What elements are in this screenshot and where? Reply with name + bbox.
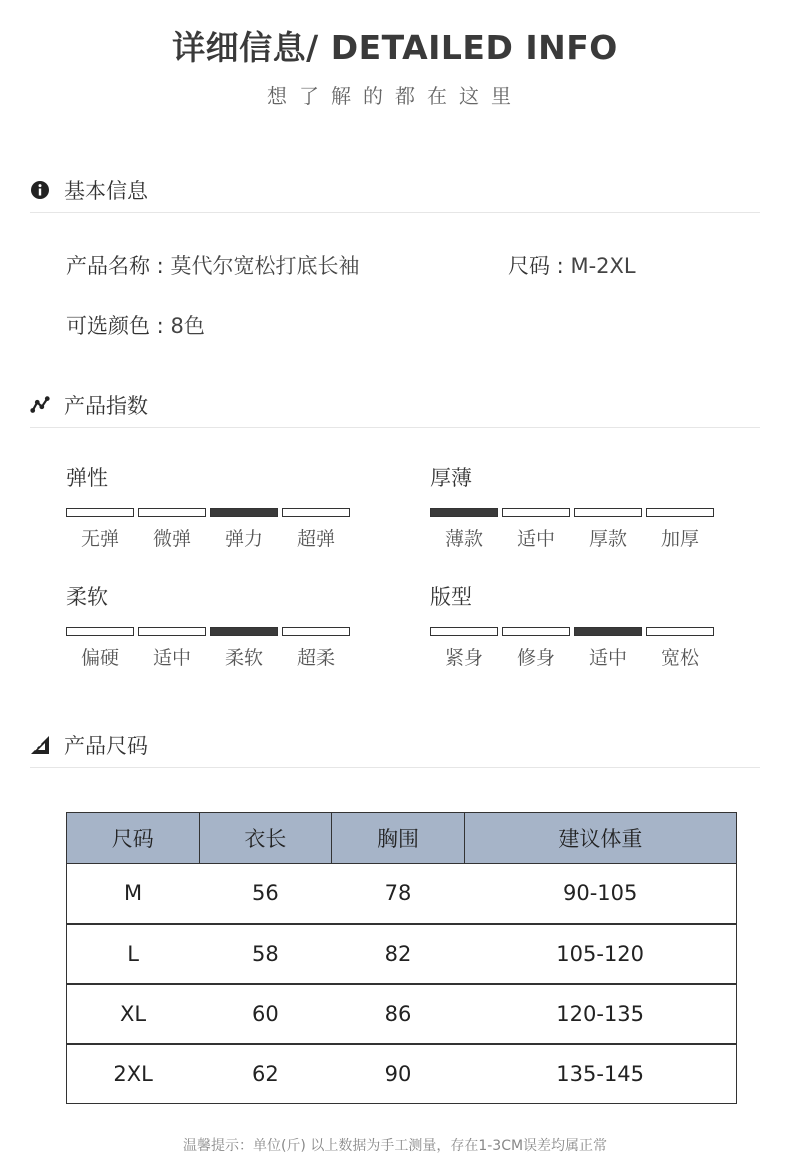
metric-bar (138, 508, 206, 517)
metric-bars (430, 508, 720, 517)
metric-bar (66, 508, 134, 517)
line-chart-icon (30, 395, 50, 415)
size-range-key: 尺码 : (508, 254, 564, 278)
color-value: 8色 (170, 314, 205, 338)
table-row (67, 1044, 737, 1104)
table-cell: 56 (199, 864, 332, 924)
metric-bar (430, 508, 498, 517)
metric-bar (138, 627, 206, 636)
page-subtitle: 想了解的都在这里 (267, 84, 523, 108)
table-cell: 62 (199, 1044, 332, 1104)
metric-bar (282, 508, 350, 517)
metric-option: 适中 (588, 647, 627, 669)
metric-bar (646, 508, 714, 517)
column-header: 尺码 (67, 813, 200, 864)
metric-option: 紧身 (444, 647, 483, 669)
metric-option: 修身 (516, 647, 555, 669)
column-header: 建议体重 (464, 813, 736, 864)
table-row (67, 924, 737, 984)
page-title: 详细信息/ DETAILED INFO (172, 28, 618, 67)
size-range-value: M-2XL (570, 254, 636, 278)
metric-bar (502, 508, 570, 517)
table-cell: 86 (332, 984, 465, 1044)
metric-option: 适中 (152, 647, 191, 669)
table-cell: XL (67, 984, 200, 1044)
size-table (66, 812, 737, 1104)
metric-bar (646, 627, 714, 636)
table-cell: 78 (332, 864, 465, 924)
table-header-row (67, 813, 737, 864)
product-name-row (66, 250, 359, 280)
color-row (66, 310, 205, 340)
color-key: 可选颜色 : (66, 314, 164, 338)
product-name-key: 产品名称 : (66, 254, 164, 278)
section-title: 产品指数 (64, 393, 148, 418)
table-cell: 60 (199, 984, 332, 1044)
section-product-index (30, 382, 760, 428)
metric-thickness (430, 462, 720, 551)
metric-option: 弹力 (224, 528, 263, 550)
metric-option: 柔软 (224, 647, 263, 669)
section-basic-info (30, 167, 760, 213)
metric-label: 弹性 (66, 466, 108, 490)
metric-fit (430, 581, 720, 670)
table-cell: 2XL (67, 1044, 200, 1104)
metric-option: 超弹 (296, 528, 335, 550)
section-title: 基本信息 (64, 178, 148, 203)
metric-option: 厚款 (588, 528, 627, 550)
metric-bars (66, 508, 356, 517)
metric-bars (66, 627, 356, 636)
column-header: 胸围 (332, 813, 465, 864)
metric-option: 无弹 (80, 528, 119, 550)
table-cell: 105-120 (464, 924, 736, 984)
column-header: 衣长 (199, 813, 332, 864)
metric-bar (210, 508, 278, 517)
metric-bar (210, 627, 278, 636)
table-row (67, 984, 737, 1044)
metric-bar (430, 627, 498, 636)
table-cell: L (67, 924, 200, 984)
ruler-icon (30, 735, 50, 755)
metric-option: 加厚 (660, 528, 699, 550)
info-icon (30, 180, 50, 200)
section-product-size (30, 722, 760, 768)
metric-bar (574, 508, 642, 517)
table-cell: 135-145 (464, 1044, 736, 1104)
metric-option: 宽松 (660, 647, 699, 669)
metric-option: 适中 (516, 528, 555, 550)
metric-option: 偏硬 (80, 647, 119, 669)
metric-option: 微弹 (152, 528, 191, 550)
table-cell: 90-105 (464, 864, 736, 924)
metric-label: 柔软 (66, 585, 108, 609)
table-row (67, 864, 737, 924)
metric-bar (502, 627, 570, 636)
section-title: 产品尺码 (64, 733, 148, 758)
metric-elasticity (66, 462, 356, 551)
footnote: 温馨提示：单位(斤) 以上数据为手工测量，存在1-3CM误差均属正常 (182, 1138, 608, 1154)
table-cell: 120-135 (464, 984, 736, 1044)
table-cell: 90 (332, 1044, 465, 1104)
size-range-row (508, 250, 636, 280)
metric-bar (574, 627, 642, 636)
metric-option: 超柔 (296, 647, 335, 669)
metric-bars (430, 627, 720, 636)
metric-softness (66, 581, 356, 670)
table-cell: 82 (332, 924, 465, 984)
metric-label: 版型 (430, 585, 472, 609)
metric-bar (66, 627, 134, 636)
product-name-value: 莫代尔宽松打底长袖 (170, 254, 360, 278)
table-cell: 58 (199, 924, 332, 984)
metric-label: 厚薄 (430, 466, 472, 490)
metric-bar (282, 627, 350, 636)
metric-option: 薄款 (444, 528, 483, 550)
table-cell: M (67, 864, 200, 924)
